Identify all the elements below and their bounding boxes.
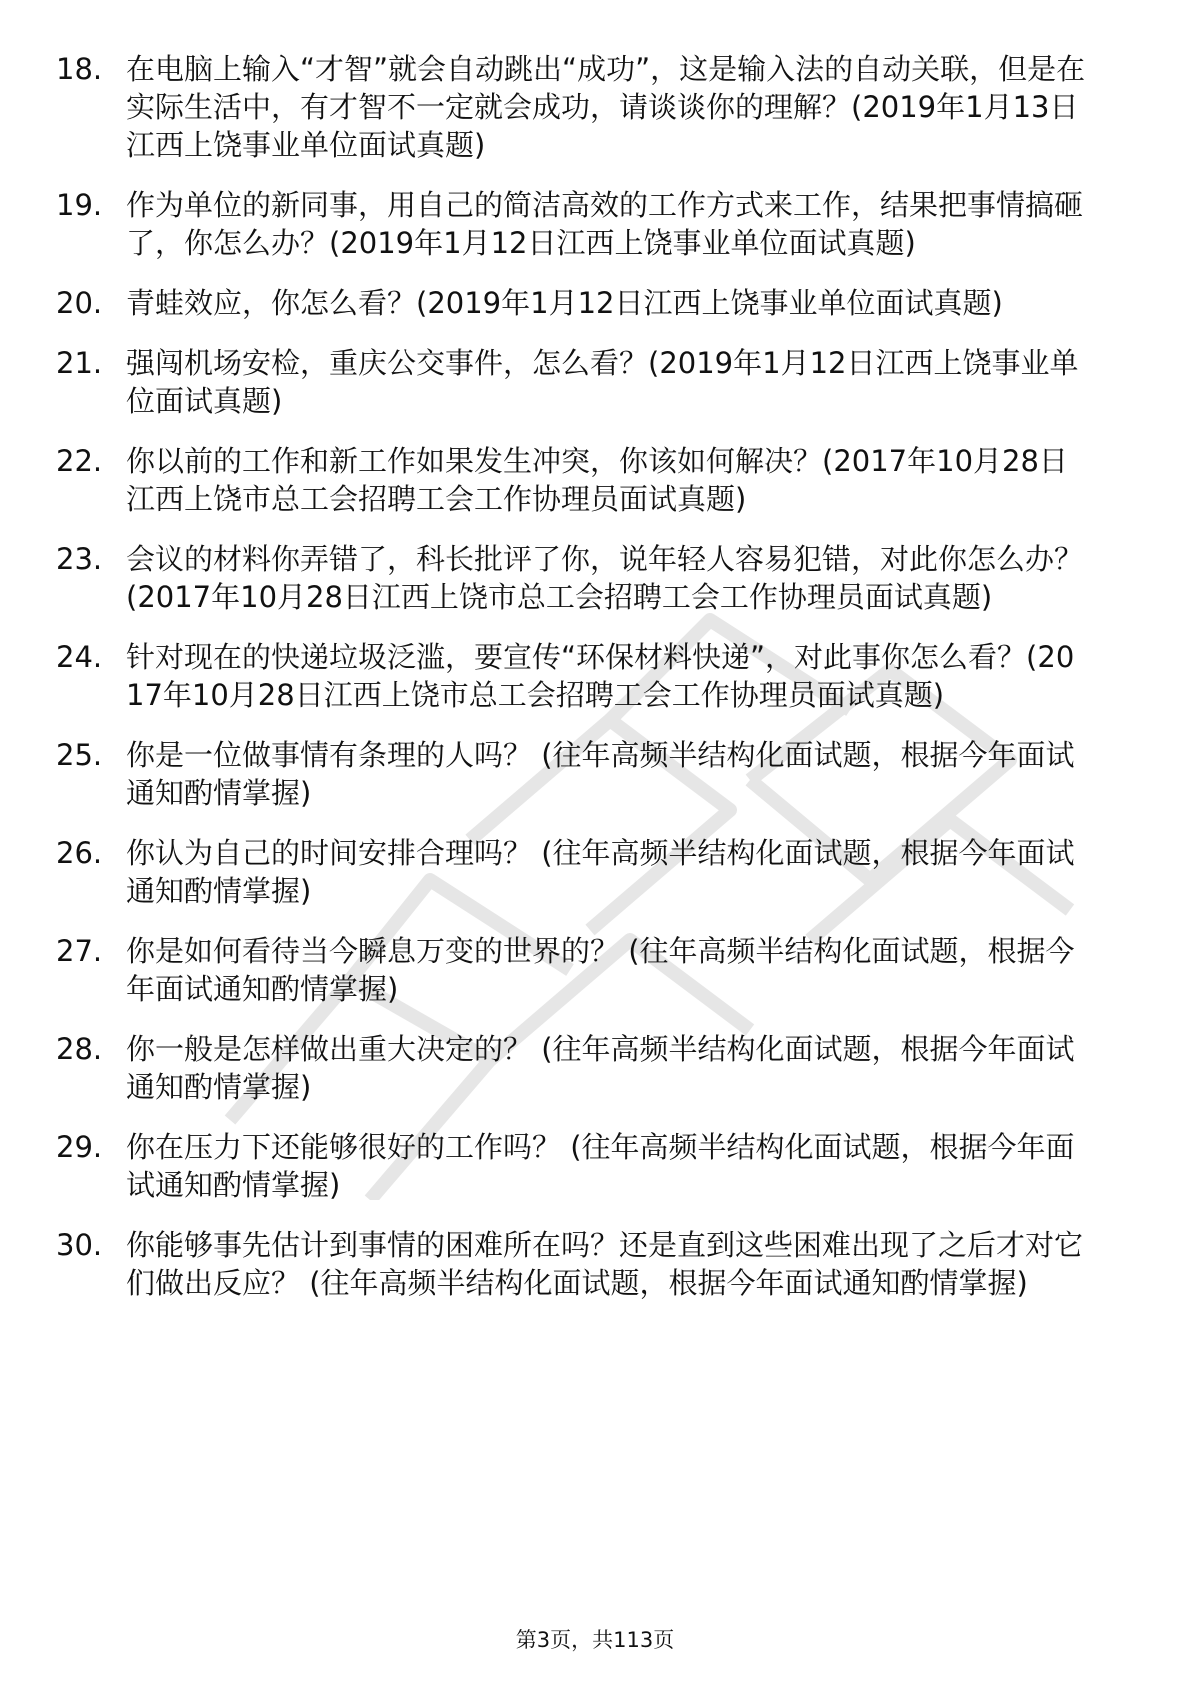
question-text: 你一般是怎样做出重大决定的？ (往年高频半结构化面试题，根据今年面试通知酌情掌握): [126, 1032, 1075, 1104]
question-item-25: [0, 736, 1190, 812]
question-number: 22.: [56, 444, 103, 478]
question-item-18: [0, 50, 1190, 164]
question-item-24: [0, 638, 1190, 714]
question-text: 你认为自己的时间安排合理吗？ (往年高频半结构化面试题，根据今年面试通知酌情掌握): [126, 836, 1075, 908]
question-item-26: [0, 834, 1190, 910]
question-text: 针对现在的快递垃圾泛滥，要宣传“环保材料快递”，对此事你怎么看？(2017年10月28日江西上饶市总工会招聘工会工作协理员面试真题): [126, 640, 1075, 712]
question-number: 23.: [56, 542, 103, 576]
question-text: 强闯机场安检，重庆公交事件，怎么看？(2019年1月12日江西上饶事业单位面试真题): [126, 346, 1079, 418]
question-number: 19.: [56, 188, 103, 222]
question-text: 在电脑上输入“才智”就会自动跳出“成功”，这是输入法的自动关联，但是在实际生活中，有才智不一定就会成功，请谈谈你的理解？(2019年1月13日江西上饶事业单位面试真题): [126, 52, 1086, 162]
page-number-footer: 第3页，共113页: [515, 1628, 675, 1652]
question-item-20: [0, 284, 1190, 322]
question-text: 你是一位做事情有条理的人吗？ (往年高频半结构化面试题，根据今年面试通知酌情掌握): [126, 738, 1075, 810]
question-text: 作为单位的新同事，用自己的简洁高效的工作方式来工作，结果把事情搞砸了，你怎么办？(2019年1月12日江西上饶事业单位面试真题): [126, 188, 1084, 260]
question-item-30: [0, 1226, 1190, 1302]
question-item-19: [0, 186, 1190, 262]
question-number: 28.: [56, 1032, 103, 1066]
question-text: 你以前的工作和新工作如果发生冲突，你该如何解决？(2017年10月28日江西上饶市总工会招聘工会工作协理员面试真题): [126, 444, 1068, 516]
question-list: [0, 50, 1190, 1324]
question-number: 30.: [56, 1228, 103, 1262]
question-number: 29.: [56, 1130, 103, 1164]
question-text: 会议的材料你弄错了，科长批评了你，说年轻人容易犯错，对此你怎么办？(2017年10月28日江西上饶市总工会招聘工会工作协理员面试真题): [126, 542, 1084, 614]
question-number: 21.: [56, 346, 103, 380]
question-number: 24.: [56, 640, 103, 674]
question-text: 青蛙效应，你怎么看？(2019年1月12日江西上饶事业单位面试真题): [126, 286, 1003, 320]
question-item-22: [0, 442, 1190, 518]
question-item-23: [0, 540, 1190, 616]
question-item-28: [0, 1030, 1190, 1106]
question-number: 20.: [56, 286, 103, 320]
question-text: 你能够事先估计到事情的困难所在吗？还是直到这些困难出现了之后才对它们做出反应？ (往年高频半结构化面试题，根据今年面试通知酌情掌握): [126, 1228, 1084, 1300]
question-item-27: [0, 932, 1190, 1008]
question-number: 27.: [56, 934, 103, 968]
question-number: 18.: [56, 52, 103, 86]
question-text: 你是如何看待当今瞬息万变的世界的？ (往年高频半结构化面试题，根据今年面试通知酌情掌握): [126, 934, 1075, 1006]
question-text: 你在压力下还能够很好的工作吗？ (往年高频半结构化面试题，根据今年面试通知酌情掌握): [126, 1130, 1075, 1202]
question-number: 25.: [56, 738, 103, 772]
question-item-21: [0, 344, 1190, 420]
question-item-29: [0, 1128, 1190, 1204]
question-number: 26.: [56, 836, 103, 870]
